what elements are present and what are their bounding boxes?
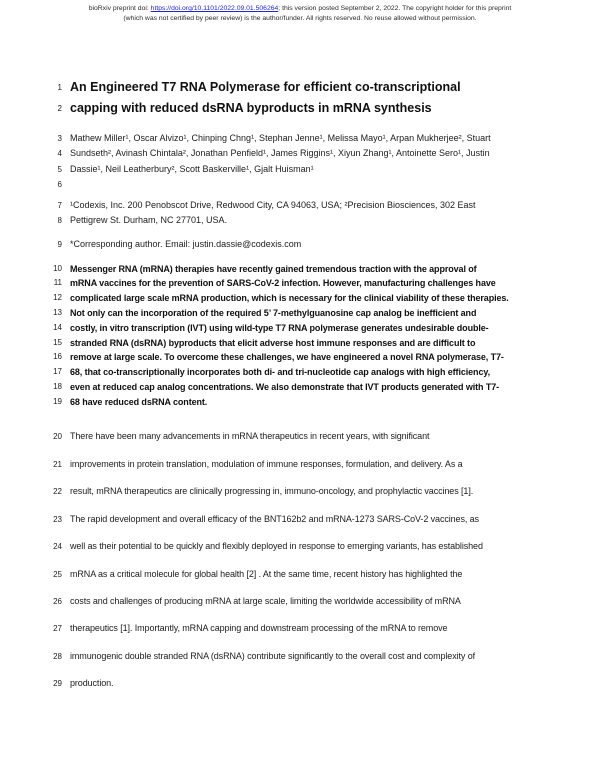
line-number: 5 [57, 164, 62, 174]
line-number: 16 [53, 352, 62, 362]
paragraph-text: There have been many advancements in mRNA therapeutics in recent years, with significant [70, 431, 430, 442]
abstract-line [53, 380, 536, 395]
line-number: 20 [53, 432, 62, 442]
paragraph-line [53, 670, 536, 697]
manuscript-content [53, 23, 536, 698]
author-line [57, 162, 536, 177]
abstract-line [53, 276, 536, 291]
author-text: Dassie¹, Neil Leatherbury², Scott Baskerville¹, Gjalt Huisman¹ [70, 163, 314, 174]
paragraph-line [53, 643, 536, 670]
paragraph-line [53, 533, 536, 560]
line-number: 11 [53, 278, 62, 288]
line-number: 27 [53, 624, 62, 634]
abstract-text: costly, in vitro transcription (IVT) using wild-type T7 RNA polymerase generates undesirable double- [70, 322, 489, 333]
notice-line-1 [0, 4, 600, 14]
introduction-paragraph [53, 423, 536, 697]
line-number: 13 [53, 307, 62, 317]
line-number: 21 [53, 459, 62, 469]
affiliations-block [57, 198, 536, 229]
line-number: 24 [53, 542, 62, 552]
paragraph-line [53, 588, 536, 615]
abstract-line [53, 395, 536, 410]
paragraph-text: improvements in protein translation, modulation of immune responses, formulation, and delivery. As a [70, 458, 463, 469]
paragraph-text: mRNA as a critical molecule for global health [2] . At the same time, recent history has highlighted the [70, 568, 463, 579]
corresponding-author-line [57, 237, 536, 252]
line-number: 23 [53, 514, 62, 524]
paragraph-text: production. [70, 678, 114, 689]
affiliation-text: ¹Codexis, Inc. 200 Penobscot Drive, Redwood City, CA 94063, USA; ²Precision Biosciences, 302 East [70, 199, 476, 210]
paragraph-text: well as their potential to be quickly and flexibly deployed in response to emerging variants, has established [70, 541, 483, 552]
abstract-text: Not only can the incorporation of the required 5’ 7-methylguanosine cap analog be inefficient and [70, 307, 477, 318]
line-number: 9 [57, 239, 62, 249]
line-number: 7 [57, 200, 62, 210]
title-line [57, 98, 536, 119]
line-number: 28 [53, 651, 62, 661]
line-number: 17 [53, 367, 62, 377]
line-number: 6 [57, 179, 62, 189]
paragraph-line [53, 561, 536, 588]
abstract-text: remove at large scale. To overcome these challenges, we have engineered a novel RNA polymerase, T7- [70, 352, 504, 363]
abstract-text: even at reduced cap analog concentrations. We also demonstrate that IVT products generated with T7- [70, 381, 500, 392]
abstract-block [53, 262, 536, 410]
title-text: An Engineered T7 RNA Polymerase for efficient co-transcriptional [70, 80, 461, 95]
author-text: Mathew Miller¹, Oscar Alvizo¹, Chinping Chng¹, Stephan Jenne¹, Melissa Mayo¹, Arpan Mukherjee², Stuart [70, 133, 491, 144]
abstract-line [53, 262, 536, 277]
author-line [57, 131, 536, 146]
line-number: 2 [57, 104, 62, 114]
authors-block [57, 131, 536, 192]
line-number: 10 [53, 263, 62, 273]
line-number: 29 [53, 679, 62, 689]
notice-prefix: bioRxiv preprint doi: [88, 5, 151, 12]
paragraph-text: immunogenic double stranded RNA (dsRNA) contribute significantly to the overall cost and complexity of [70, 650, 476, 661]
abstract-text: complicated large scale mRNA production, which is necessary for the clinical viability of these therapies. [70, 293, 509, 304]
doi-link[interactable]: https://doi.org/10.1101/2022.09.01.506264 [150, 5, 279, 12]
line-number: 1 [57, 83, 62, 93]
paragraph-line [53, 451, 536, 478]
notice-suffix: ; this version posted September 2, 2022. The copyright holder for this preprint [278, 5, 512, 12]
affiliation-text: Pettigrew St. Durham, NC 27701, USA. [70, 215, 228, 226]
paragraph-text: costs and challenges of producing mRNA at large scale, limiting the worldwide accessibility of mRNA [70, 595, 461, 606]
blank-line [57, 177, 536, 192]
line-number: 26 [53, 596, 62, 606]
abstract-line [53, 306, 536, 321]
author-line [57, 146, 536, 161]
line-number: 12 [53, 293, 62, 303]
title-text: capping with reduced dsRNA byproducts in mRNA synthesis [70, 101, 432, 116]
notice-line-2: (which was not certified by peer review) is the author/funder. All rights reserved. No reuse allowed without permission. [123, 14, 477, 22]
affiliation-line [57, 213, 536, 228]
author-text: Sundseth², Avinash Chintala², Jonathan Penfield¹, James Riggins¹, Xiyun Zhang¹, Antoinette Sero¹, Justin [70, 148, 490, 159]
line-number: 4 [57, 149, 62, 159]
line-number: 18 [53, 381, 62, 391]
corresponding-author-block [57, 237, 536, 252]
line-number: 8 [57, 216, 62, 226]
line-number: 3 [57, 134, 62, 144]
line-number: 15 [53, 337, 62, 347]
abstract-line [53, 291, 536, 306]
corresponding-author-text: *Corresponding author. Email: justin.dassie@codexis.com [70, 238, 302, 249]
abstract-text: 68 have reduced dsRNA content. [70, 396, 208, 407]
paragraph-text: therapeutics [1]. Importantly, mRNA capping and downstream processing of the mRNA to remove [70, 623, 448, 634]
paragraph-line [53, 506, 536, 533]
paragraph-text: result, mRNA therapeutics are clinically progressing in, immuno-oncology, and prophylactic vaccines [1]. [70, 486, 474, 497]
line-number: 14 [53, 322, 62, 332]
line-number: 25 [53, 569, 62, 579]
line-number: 22 [53, 487, 62, 497]
paragraph-line [53, 615, 536, 642]
biorxiv-notice [0, 0, 600, 23]
paragraph-line [53, 478, 536, 505]
abstract-text: 68, that co-transcriptionally incorporates both di- and tri-nucleotide cap analogs with high efficiency, [70, 367, 490, 378]
affiliation-line [57, 198, 536, 213]
abstract-text: Messenger RNA (mRNA) therapies have recently gained tremendous traction with the approval of [70, 263, 477, 274]
paragraph-line [53, 423, 536, 450]
abstract-text: stranded RNA (dsRNA) byproducts that elicit adverse host immune responses and are difficult to [70, 337, 476, 348]
line-number: 19 [53, 396, 62, 406]
title-line [57, 77, 536, 98]
abstract-line [53, 336, 536, 351]
abstract-line [53, 365, 536, 380]
abstract-line [53, 350, 536, 365]
abstract-text: mRNA vaccines for the prevention of SARS-CoV-2 infection. However, manufacturing challenges have [70, 278, 496, 289]
abstract-line [53, 321, 536, 336]
paragraph-text: The rapid development and overall efficacy of the BNT162b2 and mRNA-1273 SARS-CoV-2 vaccines, as [70, 513, 479, 524]
